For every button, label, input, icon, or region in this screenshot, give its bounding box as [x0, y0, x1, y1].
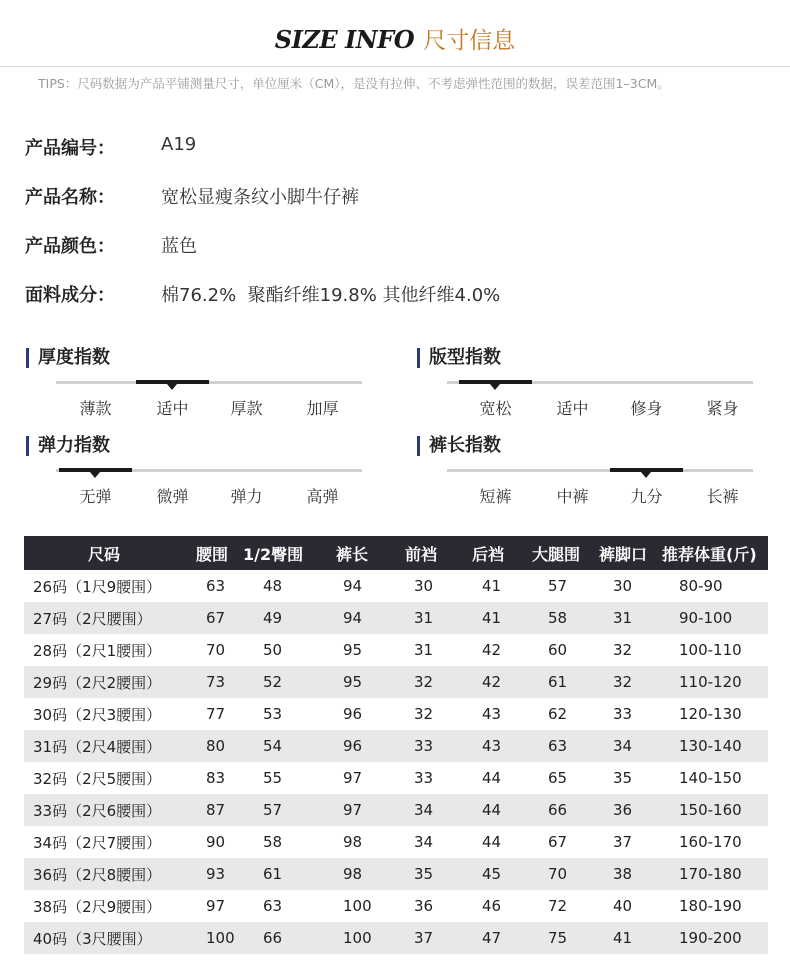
- size-cell: 38码（2尺9腰围）: [33, 897, 162, 916]
- thickness-index: [26, 348, 366, 428]
- table-cell: 40: [613, 897, 633, 915]
- table-cell: 87: [206, 801, 226, 819]
- table-cell: 33: [613, 705, 633, 723]
- length-index: [417, 436, 757, 516]
- index-option: 适中: [156, 399, 189, 418]
- table-cell: 30: [613, 577, 633, 595]
- index-marker: [459, 380, 532, 384]
- index-title: 弹力指数: [26, 436, 110, 456]
- index-option: 紧身: [706, 399, 739, 418]
- table-cell: 67: [548, 833, 568, 851]
- title-cn: 尺寸信息: [423, 28, 516, 54]
- tips-text: TIPS：尺码数据为产品平铺测量尺寸，单位厘米（CM），是没有拉伸、不考虑弹性范围的数据，误差范围1–3CM。: [38, 76, 670, 91]
- table-cell: 100-110: [679, 641, 742, 659]
- index-option: 加厚: [306, 399, 339, 418]
- size-cell: 36码（2尺8腰围）: [33, 865, 162, 884]
- size-cell: 32码（2尺5腰围）: [33, 769, 162, 788]
- size-cell: 40码（3尺腰围）: [33, 929, 152, 948]
- header-back-rise: 后裆: [472, 544, 505, 564]
- table-cell: 43: [482, 737, 502, 755]
- table-cell: 66: [548, 801, 568, 819]
- table-cell: 34: [414, 833, 434, 851]
- table-cell: 95: [343, 673, 363, 691]
- fit-index: [417, 348, 757, 428]
- table-cell: 32: [414, 673, 434, 691]
- table-cell: 94: [343, 577, 363, 595]
- index-marker: [610, 468, 683, 472]
- table-cell: 57: [548, 577, 568, 595]
- index-option: 微弹: [156, 487, 189, 506]
- table-cell: 41: [482, 577, 502, 595]
- table-cell: 63: [206, 577, 226, 595]
- size-table: [24, 536, 768, 954]
- table-cell: 150-160: [679, 801, 742, 819]
- table-cell: 180-190: [679, 897, 742, 915]
- table-cell: 31: [414, 609, 434, 627]
- table-cell: 53: [263, 705, 283, 723]
- table-cell: 66: [263, 929, 283, 947]
- table-cell: 98: [343, 833, 363, 851]
- table-cell: 94: [343, 609, 363, 627]
- info-label: 面料成分：: [25, 285, 115, 306]
- table-row: [24, 922, 768, 954]
- header-hem: 裤脚口: [599, 544, 648, 564]
- table-cell: 54: [263, 737, 283, 755]
- table-cell: 61: [548, 673, 568, 691]
- index-title: 厚度指数: [26, 348, 110, 368]
- table-cell: 70: [206, 641, 226, 659]
- table-cell: 48: [263, 577, 283, 595]
- info-label: 产品颜色：: [25, 236, 115, 257]
- table-cell: 38: [613, 865, 633, 883]
- table-cell: 44: [482, 769, 502, 787]
- index-option: 无弹: [79, 487, 112, 506]
- table-cell: 41: [613, 929, 633, 947]
- table-cell: 62: [548, 705, 568, 723]
- table-cell: 32: [613, 673, 633, 691]
- index-title: 版型指数: [417, 348, 501, 368]
- size-cell: 34码（2尺7腰围）: [33, 833, 162, 852]
- table-cell: 90-100: [679, 609, 733, 627]
- index-track: [56, 381, 362, 384]
- table-row: [24, 698, 768, 730]
- table-cell: 100: [206, 929, 235, 947]
- table-cell: 190-200: [679, 929, 742, 947]
- table-cell: 97: [206, 897, 226, 915]
- index-option: 弹力: [230, 487, 263, 506]
- table-cell: 67: [206, 609, 226, 627]
- table-cell: 49: [263, 609, 283, 627]
- info-value: 蓝色: [161, 236, 197, 257]
- table-cell: 160-170: [679, 833, 742, 851]
- table-cell: 77: [206, 705, 226, 723]
- table-cell: 70: [548, 865, 568, 883]
- size-cell: 30码（2尺3腰围）: [33, 705, 162, 724]
- table-cell: 42: [482, 673, 502, 691]
- table-row: [24, 602, 768, 634]
- index-option: 宽松: [479, 399, 512, 418]
- info-value: 棉76.2% 聚酯纤维19.8% 其他纤维4.0%: [161, 285, 501, 306]
- table-cell: 58: [263, 833, 283, 851]
- table-cell: 32: [414, 705, 434, 723]
- table-cell: 100: [343, 929, 372, 947]
- table-cell: 63: [263, 897, 283, 915]
- index-option: 中裤: [556, 487, 589, 506]
- table-cell: 45: [482, 865, 502, 883]
- table-cell: 30: [414, 577, 434, 595]
- table-cell: 90: [206, 833, 226, 851]
- table-cell: 35: [613, 769, 633, 787]
- table-cell: 100: [343, 897, 372, 915]
- table-cell: 63: [548, 737, 568, 755]
- table-cell: 96: [343, 737, 363, 755]
- table-cell: 33: [414, 769, 434, 787]
- table-cell: 46: [482, 897, 502, 915]
- info-label: 产品名称：: [25, 187, 115, 208]
- table-cell: 43: [482, 705, 502, 723]
- header-front-rise: 前裆: [405, 544, 438, 564]
- header-size: 尺码: [88, 544, 121, 564]
- table-cell: 73: [206, 673, 226, 691]
- table-cell: 32: [613, 641, 633, 659]
- page-header: [0, 22, 790, 55]
- table-cell: 31: [613, 609, 633, 627]
- table-cell: 140-150: [679, 769, 742, 787]
- table-cell: 50: [263, 641, 283, 659]
- table-row: [24, 826, 768, 858]
- table-cell: 93: [206, 865, 226, 883]
- table-cell: 95: [343, 641, 363, 659]
- index-option: 九分: [630, 487, 663, 506]
- table-cell: 75: [548, 929, 568, 947]
- table-cell: 98: [343, 865, 363, 883]
- table-row: [24, 794, 768, 826]
- table-cell: 170-180: [679, 865, 742, 883]
- table-row: [24, 666, 768, 698]
- info-value: A19: [161, 134, 197, 155]
- index-option: 高弹: [306, 487, 339, 506]
- table-cell: 33: [414, 737, 434, 755]
- header-thigh: 大腿围: [532, 544, 581, 564]
- table-row: [24, 634, 768, 666]
- header-waist: 腰围: [196, 544, 229, 564]
- table-cell: 80: [206, 737, 226, 755]
- info-value: 宽松显瘦条纹小脚牛仔裤: [161, 187, 359, 208]
- title-en: SIZE INFO: [274, 25, 415, 54]
- table-cell: 55: [263, 769, 283, 787]
- table-cell: 44: [482, 801, 502, 819]
- header-length: 裤长: [336, 544, 369, 564]
- table-cell: 31: [414, 641, 434, 659]
- table-cell: 80-90: [679, 577, 723, 595]
- size-cell: 33码（2尺6腰围）: [33, 801, 162, 820]
- table-cell: 61: [263, 865, 283, 883]
- table-body: [24, 570, 768, 954]
- table-cell: 72: [548, 897, 568, 915]
- index-option: 长裤: [706, 487, 739, 506]
- index-option: 短裤: [479, 487, 512, 506]
- table-cell: 36: [613, 801, 633, 819]
- size-cell: 29码（2尺2腰围）: [33, 673, 162, 692]
- index-marker: [136, 380, 209, 384]
- index-option: 厚款: [230, 399, 263, 418]
- table-row: [24, 762, 768, 794]
- size-cell: 27码（2尺腰围）: [33, 609, 152, 628]
- table-cell: 60: [548, 641, 568, 659]
- table-cell: 96: [343, 705, 363, 723]
- index-marker: [59, 468, 132, 472]
- table-cell: 47: [482, 929, 502, 947]
- table-cell: 37: [613, 833, 633, 851]
- index-title: 裤长指数: [417, 436, 501, 456]
- table-cell: 97: [343, 801, 363, 819]
- table-cell: 34: [414, 801, 434, 819]
- table-cell: 130-140: [679, 737, 742, 755]
- table-cell: 110-120: [679, 673, 742, 691]
- size-cell: 26码（1尺9腰围）: [33, 577, 162, 596]
- table-cell: 36: [414, 897, 434, 915]
- table-row: [24, 858, 768, 890]
- size-cell: 28码（2尺1腰围）: [33, 641, 162, 660]
- table-cell: 44: [482, 833, 502, 851]
- elasticity-index: [26, 436, 366, 516]
- table-cell: 83: [206, 769, 226, 787]
- table-cell: 97: [343, 769, 363, 787]
- table-cell: 57: [263, 801, 283, 819]
- table-cell: 37: [414, 929, 434, 947]
- table-cell: 41: [482, 609, 502, 627]
- table-row: [24, 730, 768, 762]
- header-weight: 推荐体重(斤): [662, 544, 757, 564]
- index-option: 薄款: [79, 399, 112, 418]
- table-cell: 58: [548, 609, 568, 627]
- table-cell: 52: [263, 673, 283, 691]
- index-option: 修身: [630, 399, 663, 418]
- table-cell: 34: [613, 737, 633, 755]
- size-cell: 31码（2尺4腰围）: [33, 737, 162, 756]
- table-row: [24, 570, 768, 602]
- table-row: [24, 890, 768, 922]
- table-header-row: [24, 536, 768, 570]
- header-hip: 1/2臀围: [243, 544, 304, 564]
- index-track: [447, 469, 753, 472]
- table-cell: 35: [414, 865, 434, 883]
- header-divider: [0, 66, 790, 67]
- index-option: 适中: [556, 399, 589, 418]
- info-label: 产品编号：: [25, 138, 115, 159]
- table-cell: 65: [548, 769, 568, 787]
- table-cell: 120-130: [679, 705, 742, 723]
- table-cell: 42: [482, 641, 502, 659]
